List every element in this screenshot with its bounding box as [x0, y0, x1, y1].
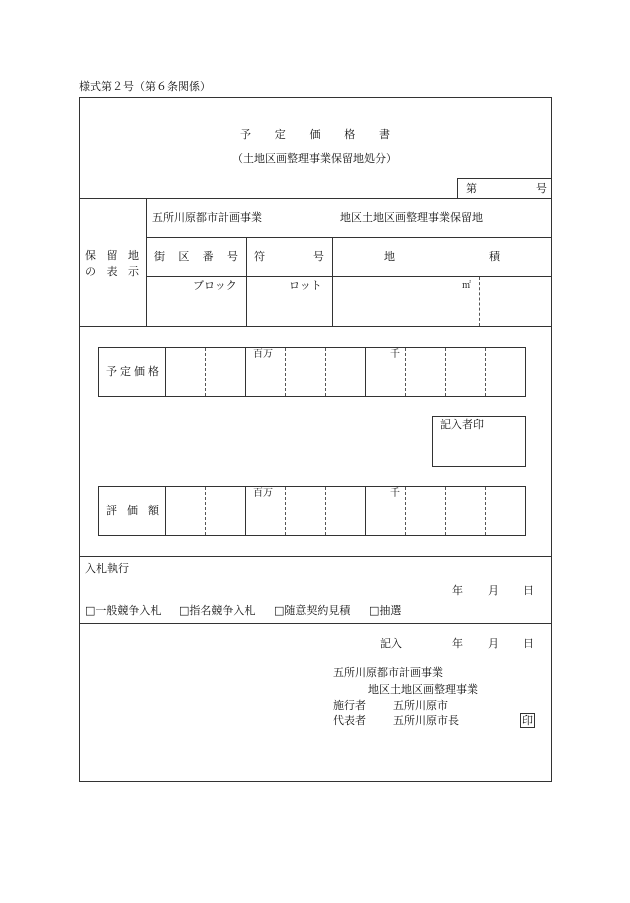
number-box-top — [457, 178, 552, 179]
label-char: 留 — [106, 249, 118, 262]
digit-divider — [285, 487, 286, 535]
label-char: 示 — [128, 265, 139, 278]
row-divider — [146, 237, 552, 238]
number-box-left — [457, 178, 458, 198]
price-label-divider — [165, 347, 166, 397]
seal-mark: 印 — [522, 714, 533, 727]
representative-label: 代表者 — [333, 714, 366, 727]
header-char: 積 — [489, 250, 500, 263]
unit-thousand: 千 — [390, 349, 400, 360]
unit-thousand: 千 — [390, 488, 400, 499]
label-char: 評 — [106, 504, 117, 517]
unit-block: ブロック — [193, 279, 237, 292]
bidding-option-general[interactable]: □一般競争入札 — [85, 604, 162, 617]
digit-divider — [485, 348, 486, 396]
bidding-month: 月 — [488, 584, 499, 597]
planned-price-box — [98, 347, 526, 397]
number-go: 号 — [536, 182, 547, 195]
label-char: 格 — [148, 365, 159, 378]
reserved-land-label-line1 — [85, 249, 139, 263]
section-divider — [79, 326, 552, 327]
section-divider — [79, 198, 552, 199]
title-char: 価 — [309, 128, 321, 141]
representative-value: 五所川原市長 — [393, 714, 459, 727]
header-char: 街 — [154, 250, 165, 263]
col-divider — [246, 237, 247, 327]
reserved-label-divider — [146, 198, 147, 327]
label-char: の — [85, 265, 96, 278]
digit-divider — [285, 348, 286, 396]
header-char: 番 — [202, 250, 214, 263]
project-name: 五所川原都市計画事業 — [152, 211, 262, 224]
digit-divider — [325, 487, 326, 535]
header-char: 符 — [254, 250, 265, 263]
entry-day: 日 — [523, 637, 534, 650]
executor-label: 施行者 — [333, 699, 366, 712]
digit-divider — [445, 487, 446, 535]
header-symbol — [254, 250, 324, 264]
digit-divider — [325, 348, 326, 396]
header-char: 区 — [178, 250, 190, 263]
title-char: 書 — [379, 128, 390, 141]
label-char: 表 — [106, 265, 118, 278]
title-char: 定 — [274, 128, 286, 141]
label-char: 価 — [134, 365, 145, 378]
form-title — [240, 128, 390, 142]
header-char: 号 — [226, 250, 238, 263]
entry-month: 月 — [488, 637, 499, 650]
label-char: 保 — [85, 249, 96, 262]
recorder-seal-label: 記入者印 — [440, 418, 484, 431]
appraised-value-box — [98, 486, 526, 536]
label-char: 予 — [106, 365, 117, 378]
label-char: 額 — [148, 504, 159, 517]
bidding-option-lottery[interactable]: □抽選 — [369, 604, 402, 617]
label-char: 価 — [127, 504, 138, 517]
area-decimal-divider — [479, 277, 480, 326]
digit-divider — [405, 487, 406, 535]
digit-divider — [365, 347, 366, 397]
bidding-label: 入札執行 — [85, 562, 129, 575]
appraised-value-label — [106, 504, 159, 518]
section-divider — [79, 556, 552, 557]
price-label-divider — [165, 486, 166, 536]
header-char: 地 — [384, 250, 395, 263]
footer-project-line2: 地区土地区画整理事業 — [368, 683, 478, 696]
header-block-number — [154, 250, 238, 264]
digit-divider — [245, 486, 246, 536]
unit-million: 百万 — [253, 488, 273, 499]
section-divider — [79, 623, 552, 624]
form-number: 様式第２号（第６条関係） — [79, 80, 211, 93]
footer-project-line1: 五所川原都市計画事業 — [333, 666, 443, 679]
entry-label: 記入 — [380, 637, 402, 650]
digit-divider — [405, 348, 406, 396]
digit-divider — [205, 348, 206, 396]
title-char: 格 — [344, 128, 356, 141]
unit-area: ㎡ — [462, 281, 472, 291]
row-divider — [146, 276, 552, 277]
col-divider — [332, 237, 333, 327]
digit-divider — [485, 487, 486, 535]
label-char: 地 — [128, 249, 139, 262]
form-subtitle: （土地区画整理事業保留地処分） — [232, 152, 397, 165]
digit-divider — [245, 347, 246, 397]
reserved-land-label-line2 — [85, 265, 139, 279]
number-dai: 第 — [466, 182, 477, 195]
bidding-day: 日 — [523, 584, 534, 597]
unit-million: 百万 — [253, 349, 273, 360]
bidding-option-negotiated[interactable]: □随意契約見積 — [274, 604, 351, 617]
planned-price-label — [106, 365, 159, 379]
label-char: 定 — [120, 365, 131, 378]
digit-divider — [365, 486, 366, 536]
digit-divider — [445, 348, 446, 396]
project-suffix: 地区土地区画整理事業保留地 — [340, 211, 483, 224]
title-char: 予 — [240, 128, 251, 141]
digit-divider — [205, 487, 206, 535]
unit-lot: ロット — [289, 279, 322, 292]
bidding-option-designated[interactable]: □指名競争入札 — [179, 604, 256, 617]
executor-value: 五所川原市 — [393, 699, 448, 712]
bidding-year: 年 — [452, 584, 463, 597]
entry-year: 年 — [452, 637, 463, 650]
header-area — [384, 250, 500, 264]
header-char: 号 — [313, 250, 324, 263]
